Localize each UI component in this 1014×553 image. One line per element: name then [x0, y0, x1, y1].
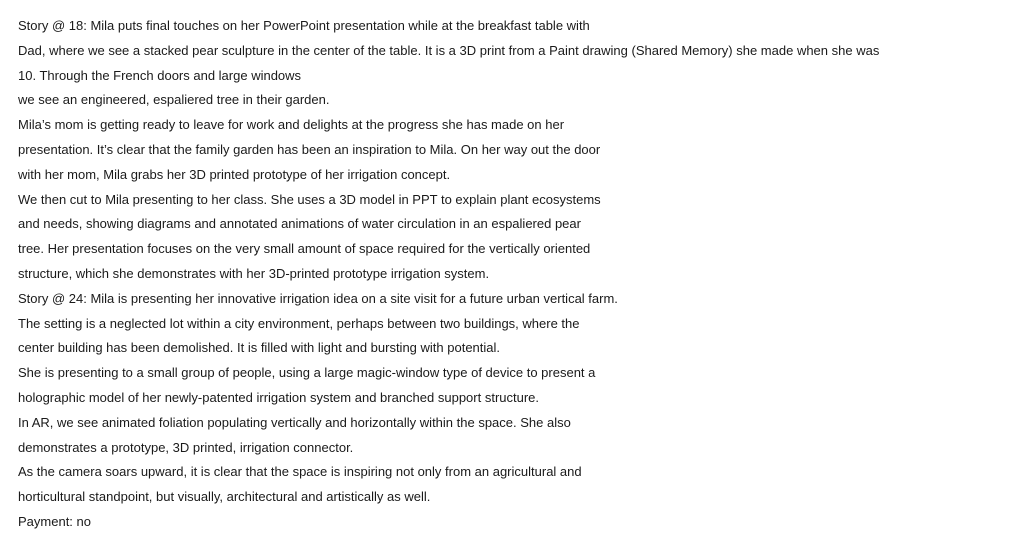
text-line-garden-inspiration: presentation. It’s clear that the family garden has been an inspiration to Mila. On her way out the door	[18, 141, 601, 157]
text-line-story-24-intro: Story @ 24: Mila is presenting her innovative irrigation idea on a site visit for a future urban vertical farm.	[18, 290, 618, 306]
text-line-small-group: She is presenting to a small group of people, using a large magic-window type of device to present a	[18, 365, 596, 381]
document-body	[18, 14, 1008, 535]
text-line-setting: The setting is a neglected lot within a city environment, perhaps between two buildings, where the	[18, 315, 580, 331]
text-line-mom-leaving: Mila’s mom is getting ready to leave for work and delights at the progress she has made on her	[18, 117, 565, 133]
text-line-payment: Payment: no	[18, 513, 91, 529]
text-line-structure-demo: structure, which she demonstrates with her 3D-printed prototype irrigation system.	[18, 265, 490, 281]
text-line-holographic-model: holographic model of her newly-patented irrigation system and branched support structure.	[18, 389, 540, 405]
text-line-diagrams: and needs, showing diagrams and annotated animations of water circulation in an espaliered pear	[18, 216, 581, 232]
text-line-horticultural: horticultural standpoint, but visually, architectural and artistically as well.	[18, 489, 431, 505]
text-line-space-focus: tree. Her presentation focuses on the very small amount of space required for the vertically oriented	[18, 241, 591, 257]
text-line-story-18-intro: Story @ 18: Mila puts final touches on her PowerPoint presentation while at the breakfast table with	[18, 18, 590, 33]
text-line-demolished-building: center building has been demolished. It is filled with light and bursting with potential.	[18, 340, 501, 356]
text-line-ar-foliation: In AR, we see animated foliation populating vertically and horizontally within the space. She also	[18, 414, 571, 430]
text-line-camera-soars: As the camera soars upward, it is clear that the space is inspiring not only from an agricultural and	[18, 464, 582, 480]
text-line-irrigation-connector: demonstrates a prototype, 3D printed, irrigation connector.	[18, 439, 354, 455]
text-line-class-presentation: We then cut to Mila presenting to her class. She uses a 3D model in PPT to explain plant ecosystems	[18, 191, 601, 207]
text-line-french-doors: 10. Through the French doors and large windows	[18, 67, 302, 83]
text-line-pear-sculpture: Dad, where we see a stacked pear sculpture in the center of the table. It is a 3D print from a Paint drawing (Shared Memory) she made when she was	[18, 42, 880, 58]
text-line-espaliered-tree: we see an engineered, espaliered tree in their garden.	[18, 92, 330, 108]
text-line-prototype-grab: with her mom, Mila grabs her 3D printed prototype of her irrigation concept.	[18, 166, 451, 182]
